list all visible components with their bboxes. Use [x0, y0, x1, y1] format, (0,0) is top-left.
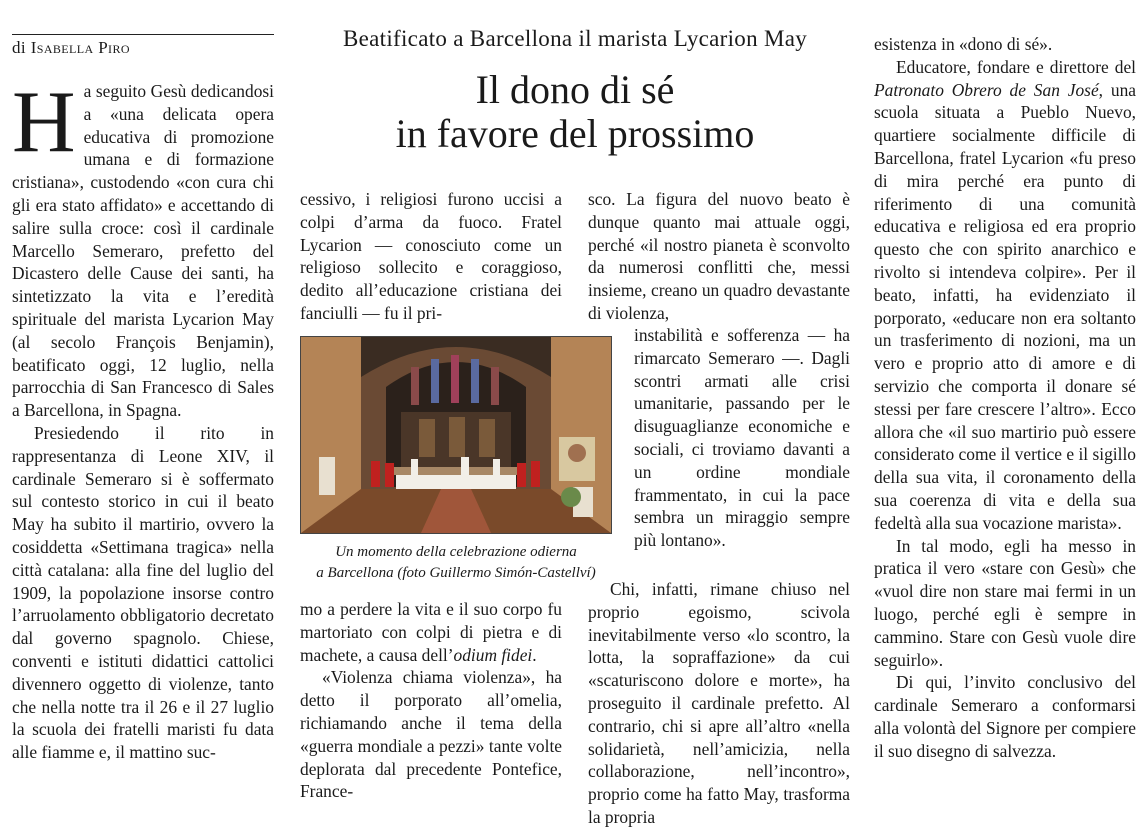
article-column-2-top — [300, 188, 562, 325]
paragraph: In tal modo, egli ha messo in pratica il vero «stare con Gesù» che «vuol dire non stare mai fermi in un luogo, perché egli è sempre in cammino. Stare con Gesù vuole dire seguirlo». — [874, 535, 1136, 670]
article-column-3-bottom — [588, 578, 850, 829]
paragraph — [874, 56, 1136, 535]
text-run: . — [532, 644, 537, 665]
paragraph — [300, 598, 562, 666]
byline-author: Isabella Piro — [30, 38, 130, 57]
caption-line-1: Un momento della celebrazione odierna — [335, 544, 577, 560]
kicker: Beatificato a Barcellona il marista Lycarion May — [343, 26, 807, 51]
paragraph: Di qui, l’invito conclusivo del cardinale Semeraro a conformarsi alla volontà del Signore per compiere il suo disegno di salvezza. — [874, 672, 1136, 761]
article-column-3-top — [588, 188, 850, 325]
headline — [292, 68, 858, 156]
italic-term: Patronato Obrero de San José — [874, 79, 1099, 100]
headline-line-2: in favore del prossimo — [395, 111, 755, 156]
article-column-3-middle — [634, 324, 850, 552]
byline — [12, 38, 130, 58]
caption-line-2: a Barcellona (foto Guillermo Simón-Castellví) — [316, 565, 596, 581]
italic-term: odium fidei — [453, 644, 533, 665]
byline-prefix: di — [12, 38, 27, 57]
church-interior-photo — [300, 336, 612, 534]
paragraph: Presiedendo il rito in rappresentanza di Leone XIV, il cardinale Semeraro si è soffermato sul contesto storico in cui il beato May ha subito il martirio, ovvero la cosiddetta «Settimana tragica» nella città catalana: alla fine del luglio del 1909, la popolazione insorse contro l’arruolamento obbligatorio decretato dal governo spagnolo. Chiese, conventi e istituti didattici cattolici divennero oggetto di violenze, tanto che nella notte tra il 26 e il 27 luglio la scuola dei fratelli maristi fu data alle fiamme e, il mattino suc- — [12, 422, 274, 763]
headline-line-1: Il dono di sé — [475, 67, 675, 112]
text-run: Educatore, fondare e direttore del — [896, 56, 1136, 77]
article-column-1 — [12, 74, 274, 764]
paragraph: Chi, infatti, rimane chiuso nel proprio egoismo, scivola inevitabilmente verso «lo scontro, la lotta, la sopraffazione» da cui «scaturiscono dolore e morte», ha proseguito il cardinale prefetto. Al contrario, chi si apre all’altro «nella solidarietà, nell’amicizia, nella collaborazione, nell’incontro», proprio come ha fatto May, trasforma la propria — [588, 579, 850, 827]
byline-rule — [12, 34, 274, 35]
text-run: mo a perdere la vita e il suo corpo fu martoriato con colpi di pietra e di machete, a causa dell’ — [300, 599, 562, 665]
paragraph: esistenza in «dono di sé». — [874, 34, 1053, 54]
paragraph: «Violenza chiama violenza», ha detto il porporato all’omelia, richiamando anche il tema della «guerra mondiale a pezzi» tante volte deplorata dal precedente Pontefice, France- — [300, 667, 562, 802]
paragraph: cessivo, i religiosi furono uccisi a colpi d’arma da fuoco. Fratel Lycarion — conosciuto come un religioso sollecito e coraggioso, dedito all’educazione cristiana dei fanciulli — fu il pri- — [300, 189, 562, 323]
article-column-2-bottom — [300, 598, 562, 803]
drop-cap: H — [12, 74, 76, 171]
paragraph-intro: a seguito Gesù dedicandosi a «una delicata opera educativa di promozione umana e di formazione cristiana», custodendo «con cura chi gli era stato affidato» e accettando di salire sulla croce: così il cardinale Marcello Semeraro, prefetto del Dicastero delle Cause dei santi, ha sintetizzato la vita e l’eredità spirituale del marista Lycarion May (al secolo François Benjamin), beatificato oggi, 12 luglio, nella parrocchia di San Francesco di Sales a Barcellona, in Spagna. — [12, 81, 274, 421]
photo-caption — [300, 542, 612, 584]
text-run: , una scuola situata a Pueblo Nuevo, quartiere socialmente difficile di Barcellona, fratel Lycarion «fu preso di mira perché era punto di riferimento di una comunità educativa e religiosa ed era proprio questo che con spirito anarchico e rivolto si intendeva colpire». Per il beato, infatti, ha evidenziato il porporato, «educare non era soltanto un trasferimento di nozioni, ma un vero e proprio atto di amore e di servizio che comporta il donare sé stessi per fare crescere l’altro». Ecco allora che «il suo martirio può essere considerato come il vertice e il sigillo della sua vita, il coronamento della sua coerenza di vita e della sua fedeltà alla sua vocazione marista». — [874, 79, 1136, 533]
article-column-4 — [874, 33, 1136, 763]
paragraph: sco. La figura del nuovo beato è dunque quanto mai attuale oggi, perché «il nostro pianeta è sconvolto da numerosi conflitti che, messi insieme, creano un quadro devastante di violenza, — [588, 189, 850, 323]
paragraph: instabilità e sofferenza — ha rimarcato Semeraro —. Dagli scontri armati alle crisi umanitarie, passando per le disuguaglianze economiche e sociali, ci troviamo davanti a un ordine mondiale frammentato, in cui la pace sembra un miraggio sempre più lontano». — [634, 325, 850, 551]
